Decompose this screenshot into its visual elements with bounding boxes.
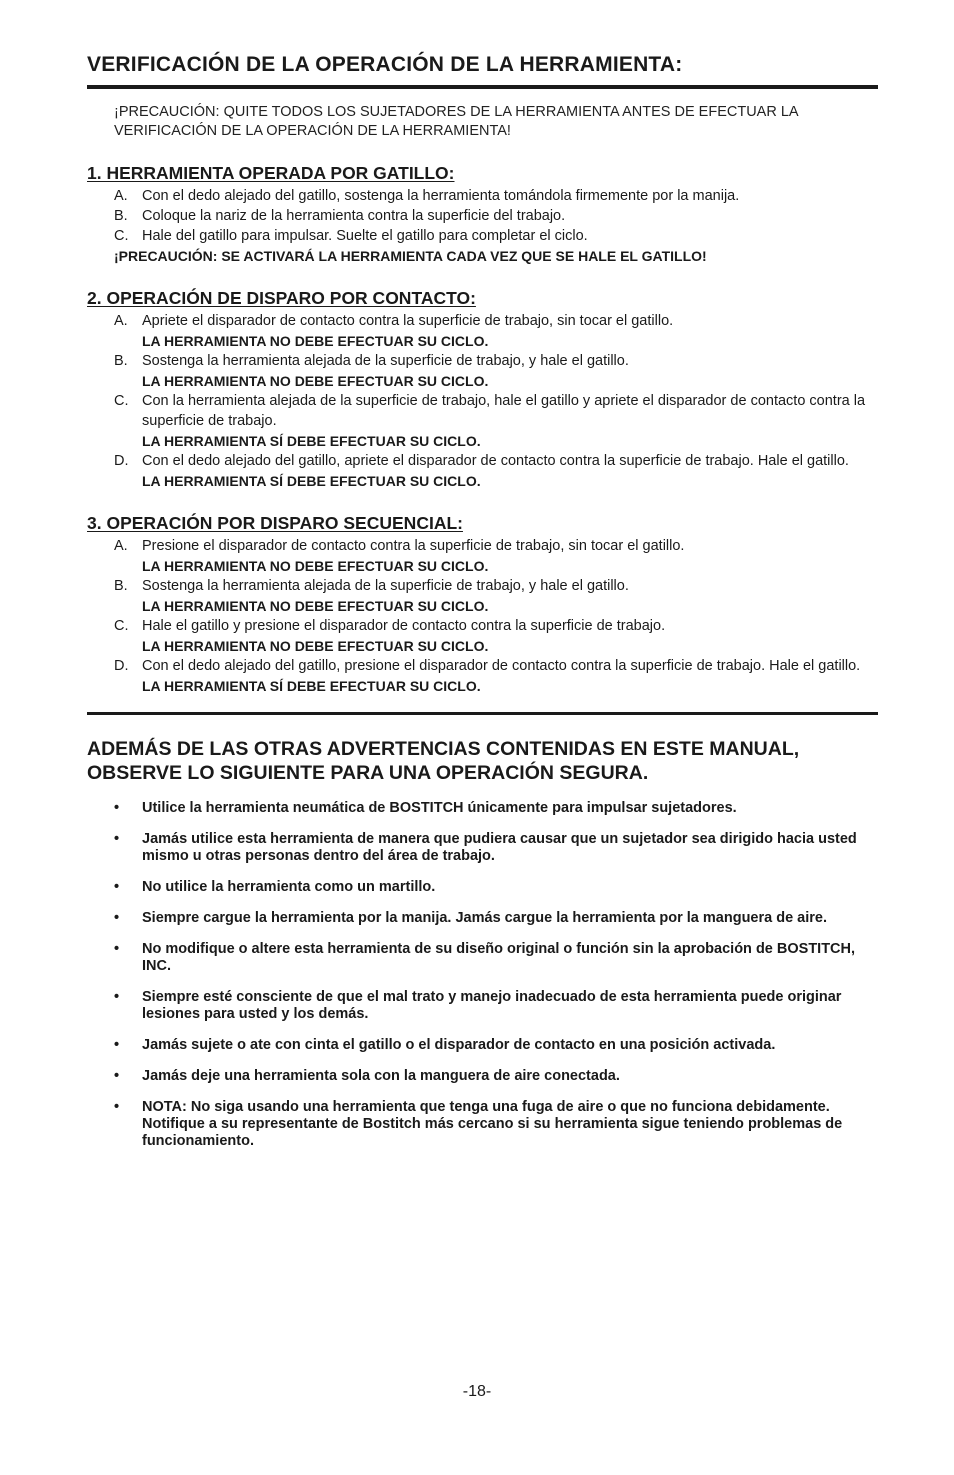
note-extra-text: Notifique a su representante de Bostitch más cercano si su herramienta sigue teniendo problemas de funcionamiento. (142, 1116, 843, 1149)
bullet-text: Jamás sujete o ate con cinta el gatillo o el disparador de contacto en una posición activada. (142, 1037, 776, 1053)
bullet-icon: • (114, 831, 120, 847)
step-body (142, 536, 878, 576)
step-result: LA HERRAMIENTA SÍ DEBE EFECTUAR SU CICLO. (142, 433, 481, 449)
safety-heading: ADEMÁS DE LAS OTRAS ADVERTENCIAS CONTENIDAS EN ESTE MANUAL, OBSERVE LO SIGUIENTE PARA UNA OPERACIÓN SEGURA. (87, 738, 800, 784)
step-letter: C. (114, 393, 129, 409)
step-text: Apriete el disparador de contacto contra la superficie de trabajo, sin tocar el gatillo. (142, 313, 674, 329)
bullet-text: No modifique o altere esta herramienta de su diseño original o función sin la aprobación de BOSTITCH, INC. (142, 941, 856, 974)
list-item (87, 391, 878, 451)
list-item (87, 206, 878, 226)
bullet-icon: • (114, 879, 120, 895)
section-divider (87, 712, 878, 715)
list-item (87, 451, 878, 491)
list-item (87, 536, 878, 576)
section-heading: 2. OPERACIÓN DE DISPARO POR CONTACTO: (87, 288, 476, 308)
step-letter: B. (114, 353, 128, 369)
section-heading: 3. OPERACIÓN POR DISPARO SECUENCIAL: (87, 513, 463, 533)
step-text: Con el dedo alejado del gatillo, presione el disparador de contacto contra la superficie de trabajo. Hale el gatillo. (142, 658, 861, 674)
list-item (87, 656, 878, 696)
section-heading: 1. HERRAMIENTA OPERADA POR GATILLO: (87, 163, 455, 183)
step-letter: D. (114, 453, 129, 469)
bullet-text: Jamás utilice esta herramienta de manera que pudiera causar que un sujetador sea dirigido hacia usted mismo u otras personas dentro del área de trabajo. (142, 831, 857, 864)
bullet-text: Jamás deje una herramienta sola con la manguera de aire conectada. (142, 1068, 620, 1084)
section-trigger-operated (87, 162, 878, 266)
section-contact-trip (87, 287, 878, 491)
bullet-text: No utilice la herramienta como un martillo. (142, 879, 436, 895)
step-list (87, 311, 878, 491)
bullet-icon: • (114, 989, 120, 1005)
step-text: Con la herramienta alejada de la superficie de trabajo, hale el gatillo y apriete el disparador de contacto contra la superficie de trabajo. (142, 393, 866, 429)
step-body (142, 351, 878, 391)
step-text: Sostenga la herramienta alejada de la superficie de trabajo, y hale el gatillo. (142, 578, 629, 594)
section-sequential-trip (87, 512, 878, 696)
bullet-icon: • (114, 910, 120, 926)
step-body (142, 311, 878, 351)
list-item (87, 1099, 878, 1150)
page-title: VERIFICACIÓN DE LA OPERACIÓN DE LA HERRAMIENTA: (87, 53, 683, 76)
bullet-text: Siempre esté consciente de que el mal trato y manejo inadecuado de esta herramienta puede originar lesiones para usted y los demás. (142, 989, 842, 1022)
list-item (87, 226, 878, 246)
step-body (142, 656, 878, 696)
bullet-icon: • (114, 1068, 120, 1084)
list-item (87, 311, 878, 351)
step-text: Con el dedo alejado del gatillo, sostenga la herramienta tomándola firmemente por la manija. (142, 188, 740, 204)
bullet-text: Siempre cargue la herramienta por la manija. Jamás cargue la herramienta por la manguera de aire. (142, 910, 828, 926)
bullet-icon: • (114, 941, 120, 957)
step-result: LA HERRAMIENTA NO DEBE EFECTUAR SU CICLO. (142, 373, 489, 389)
safety-section (87, 737, 878, 1150)
list-item (87, 1068, 878, 1085)
step-text: Coloque la nariz de la herramienta contra la superficie del trabajo. (142, 208, 566, 224)
step-letter: A. (114, 188, 128, 204)
list-item (87, 800, 878, 817)
safety-list (87, 800, 878, 1150)
note-text: NOTA: No siga usando una herramienta que tenga una fuga de aire o que no funciona debidamente. (142, 1099, 830, 1115)
bullet-icon: • (114, 1037, 120, 1053)
step-list (87, 186, 878, 246)
list-item (87, 941, 878, 975)
step-result: LA HERRAMIENTA NO DEBE EFECTUAR SU CICLO. (142, 598, 489, 614)
manual-page (87, 52, 878, 1164)
step-letter: A. (114, 313, 128, 329)
caution-intro: ¡PRECAUCIÓN: QUITE TODOS LOS SUJETADORES DE LA HERRAMIENTA ANTES DE EFECTUAR LA VERIFICACIÓN DE LA OPERACIÓN DE LA HERRAMIENTA! (114, 104, 798, 139)
step-letter: B. (114, 208, 128, 224)
list-item (87, 186, 878, 206)
step-result: LA HERRAMIENTA NO DEBE EFECTUAR SU CICLO. (142, 638, 489, 654)
bullet-text: Utilice la herramienta neumática de BOSTITCH únicamente para impulsar sujetadores. (142, 800, 737, 816)
list-item (87, 1037, 878, 1054)
step-letter: C. (114, 618, 129, 634)
step-body (142, 391, 878, 451)
list-item (87, 879, 878, 896)
step-text: Hale el gatillo y presione el disparador de contacto contra la superficie de trabajo. (142, 618, 666, 634)
step-result: LA HERRAMIENTA SÍ DEBE EFECTUAR SU CICLO. (142, 473, 481, 489)
trigger-warning: ¡PRECAUCIÓN: SE ACTIVARÁ LA HERRAMIENTA CADA VEZ QUE SE HALE EL GATILLO! (114, 248, 707, 264)
step-body (142, 576, 878, 616)
list-item (87, 831, 878, 865)
step-text: Con el dedo alejado del gatillo, apriete el disparador de contacto contra la superficie de trabajo. Hale el gatillo. (142, 453, 849, 469)
bullet-icon: • (114, 1099, 120, 1115)
step-letter: A. (114, 538, 128, 554)
step-letter: C. (114, 228, 129, 244)
title-divider (87, 85, 878, 89)
step-result: LA HERRAMIENTA SÍ DEBE EFECTUAR SU CICLO. (142, 678, 481, 694)
list-item (87, 989, 878, 1023)
step-list (87, 536, 878, 696)
step-body (142, 451, 878, 491)
page-number: -18- (462, 1383, 492, 1400)
list-item (87, 616, 878, 656)
step-body (142, 616, 878, 656)
step-text: Hale del gatillo para impulsar. Suelte el gatillo para completar el ciclo. (142, 228, 588, 244)
bullet-icon: • (114, 800, 120, 816)
bullet-body (142, 1099, 878, 1150)
list-item (87, 576, 878, 616)
step-text: Sostenga la herramienta alejada de la superficie de trabajo, y hale el gatillo. (142, 353, 629, 369)
step-letter: B. (114, 578, 128, 594)
step-result: LA HERRAMIENTA NO DEBE EFECTUAR SU CICLO. (142, 558, 489, 574)
step-text: Presione el disparador de contacto contra la superficie de trabajo, sin tocar el gatillo. (142, 538, 685, 554)
list-item (87, 910, 878, 927)
list-item (87, 351, 878, 391)
step-letter: D. (114, 658, 129, 674)
step-result: LA HERRAMIENTA NO DEBE EFECTUAR SU CICLO. (142, 333, 489, 349)
